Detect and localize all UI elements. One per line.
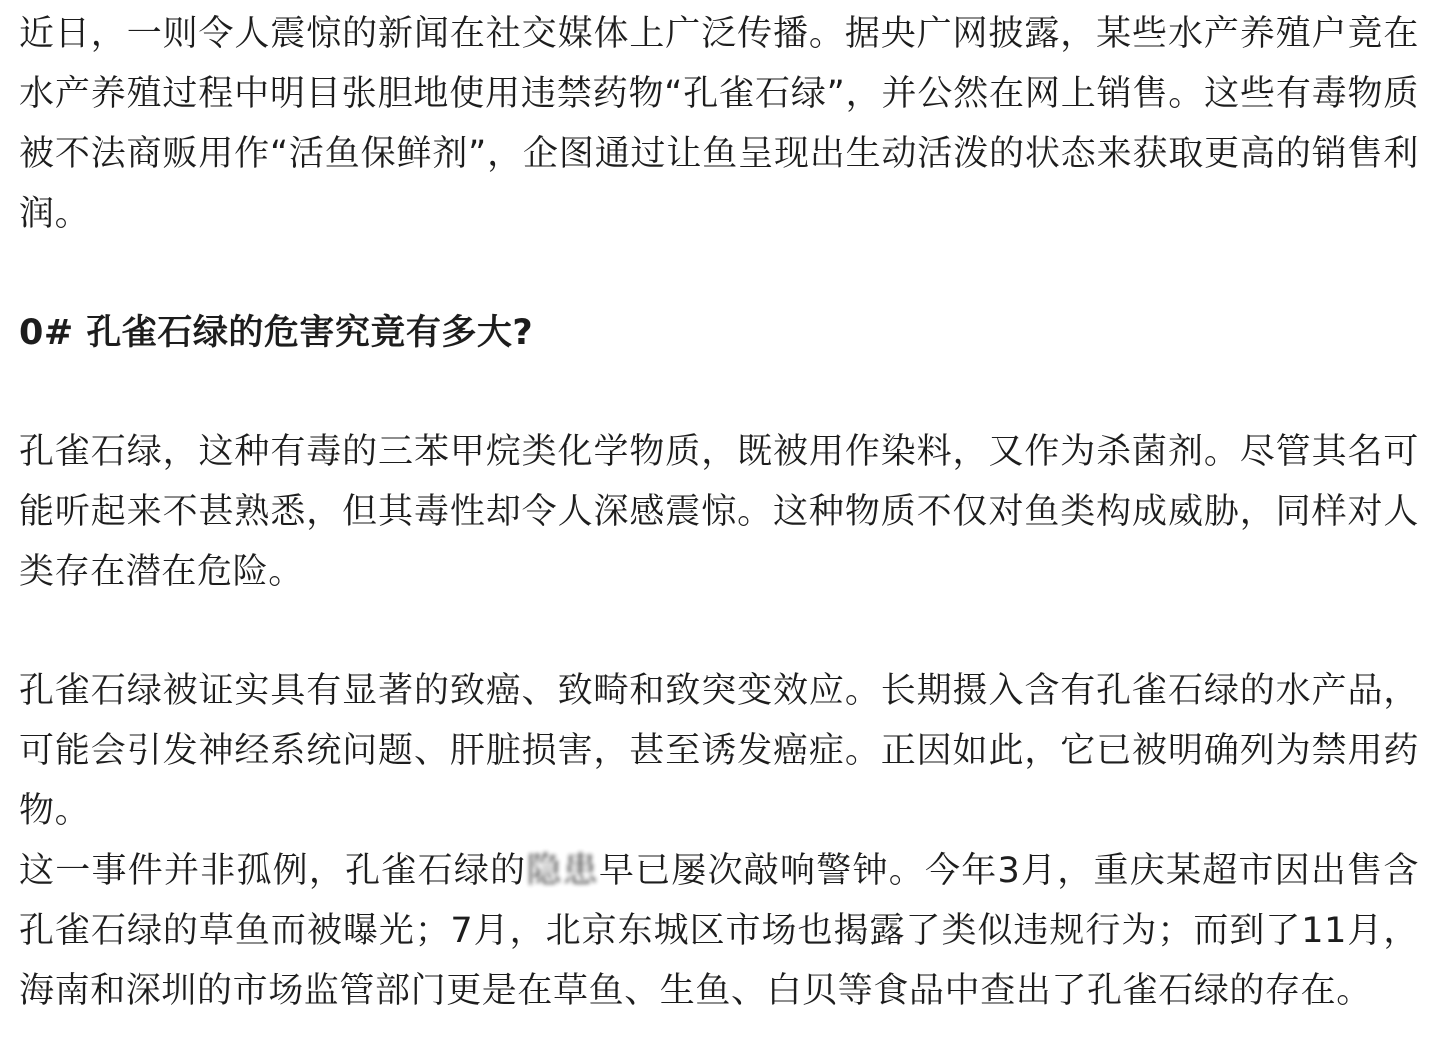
incidents-text-start: 这一事件并非孤例，孔雀石绿的	[19, 851, 527, 891]
paragraph-spacer	[19, 602, 1419, 661]
article-body	[19, 4, 1419, 1021]
health-effects-paragraph: 孔雀石绿被证实具有显著的致癌、致畸和致突变效应。长期摄入含有孔雀石绿的水产品，可能会引发神经系统问题、肝脏损害，甚至诱发癌症。正因如此，它已被明确列为禁用药物。	[19, 671, 1419, 831]
incidents-paragraph	[19, 841, 1419, 1021]
toxicity-paragraph: 孔雀石绿，这种有毒的三苯甲烷类化学物质，既被用作染料，又作为杀菌剂。尽管其名可能听起来不甚熟悉，但其毒性却令人深感震惊。这种物质不仅对鱼类构成威胁，同样对人类存在潜在危险。	[19, 432, 1419, 592]
blurred-text: 隐患	[526, 851, 599, 891]
paragraph-spacer	[19, 244, 1419, 303]
paragraph-spacer	[19, 363, 1419, 422]
intro-paragraph: 近日，一则令人震惊的新闻在社交媒体上广泛传播。据央广网披露，某些水产养殖户竟在水产养殖过程中明目张胆地使用违禁药物“孔雀石绿”，并公然在网上销售。这些有毒物质被不法商贩用作“活鱼保鲜剂”，企图通过让鱼呈现出生动活泼的状态来获取更高的销售利润。	[19, 14, 1419, 234]
section-heading: 0# 孔雀石绿的危害究竟有多大?	[19, 313, 534, 353]
incidents-text-end: 早已屡次敲响警钟。今年3月，重庆某超市因出售含孔雀石绿的草鱼而被曝光；7月，北京东城区市场也揭露了类似违规行为；而到了11月，海南和深圳的市场监管部门更是在草鱼、生鱼、白贝等食品中查出了孔雀石绿的存在。	[19, 851, 1419, 1011]
